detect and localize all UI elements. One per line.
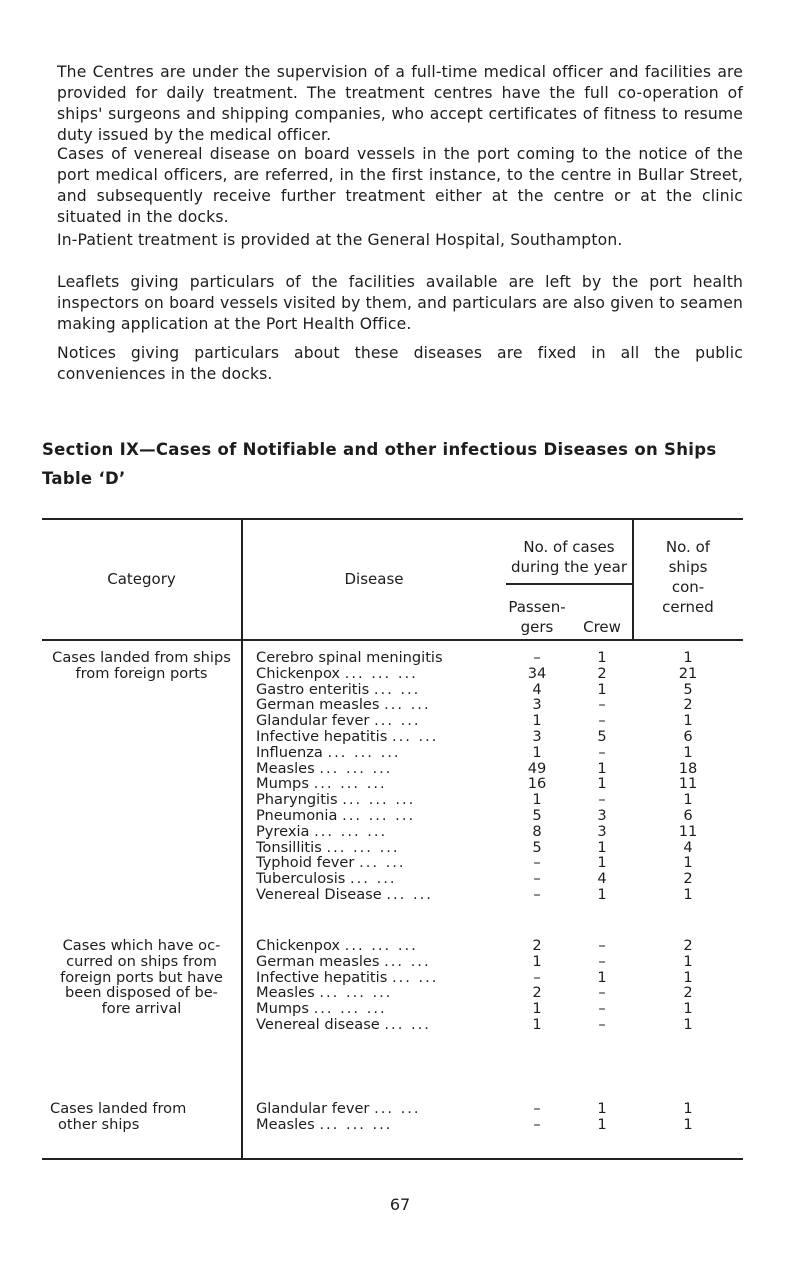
- table-row: Tonsillitis ... ... ...: [256, 839, 400, 856]
- paragraph-1: The Centres are under the supervision of a full-time medical officer and facilities are provided for daily treatment. The treatment centres have the full co-operation of ships' surgeons and shipping companies, who accept certificates of fitness to resume duty issued by the medical officer.: [57, 63, 743, 144]
- header-crew: Crew: [583, 618, 621, 636]
- category-landed-foreign: Cases landed from ships from foreign ports: [52, 649, 231, 682]
- cases-subheader-rule: [506, 583, 632, 585]
- table-row: Cerebro spinal meningitis: [256, 650, 443, 666]
- crew-col-group-2: – – 1 – – –: [597, 937, 607, 1033]
- table-row: German measles ... ...: [256, 953, 431, 970]
- passengers-col-group-3: – –: [533, 1100, 541, 1133]
- header-cases: No. of cases during the year: [510, 538, 627, 576]
- header-disease: Disease: [344, 570, 404, 588]
- table-row: Mumps ... ... ...: [256, 1001, 387, 1017]
- header-passengers: Passen- gers: [508, 598, 566, 636]
- passengers-col-group-1: – 34 4 3 1 3 1 49 16 1 5 8 5 – – –: [527, 649, 547, 903]
- table-top-rule: [42, 518, 743, 520]
- table-row: Influenza ... ... ...: [256, 744, 401, 761]
- table-row: Venereal disease ... ...: [256, 1016, 431, 1033]
- category-disposed-before-arrival: Cases which have oc- curred on ships from foreign ports but have been disposed of be- fore arrival: [60, 937, 223, 1018]
- table-row: Glandular fever ... ...: [256, 1101, 421, 1117]
- table-row: Measles ... ... ...: [256, 1116, 393, 1133]
- header-ships: No. of ships con- cerned: [662, 538, 714, 616]
- table-row: Venereal Disease ... ...: [256, 886, 433, 903]
- header-category: Category: [107, 570, 176, 588]
- table-row: Measles ... ... ...: [256, 760, 393, 777]
- ships-col-group-1: 1 21 5 2 1 6 1 18 11 1 6 11 4 1 2 1: [678, 649, 698, 903]
- crew-col-group-1: 1 2 1 – – 5 – 1 1 – 3 3 1 1 4 1: [597, 649, 607, 903]
- table-row: Glandular fever ... ...: [256, 713, 421, 729]
- table-row: Pneumonia ... ... ...: [256, 807, 416, 824]
- table-row: Mumps ... ... ...: [256, 776, 387, 793]
- passengers-col-group-2: 2 1 – 2 1 1: [532, 937, 542, 1033]
- category-divider: [241, 518, 243, 1159]
- table-title: Table ‘D’: [42, 469, 126, 488]
- table-row: Gastro enteritis ... ...: [256, 681, 421, 698]
- paragraph-3: In-Patient treatment is provided at the General Hospital, Southampton.: [57, 231, 623, 249]
- disease-list-group-3: [256, 1101, 506, 1133]
- page-number: 67: [389, 1195, 411, 1214]
- table-row: Pyrexia ... ... ...: [256, 823, 388, 840]
- section-title: Section IX—Cases of Notifiable and other infectious Diseases on Ships: [42, 440, 717, 459]
- paragraph-5: Notices giving particulars about these diseases are fixed in all the public conveniences in the docks.: [57, 344, 743, 383]
- category-landed-other-ships: Cases landed from other ships: [50, 1100, 187, 1133]
- header-bottom-rule: [42, 639, 743, 641]
- table-bottom-rule: [42, 1158, 743, 1160]
- table-row: German measles ... ...: [256, 697, 431, 714]
- crew-col-group-3: 1 1: [597, 1100, 607, 1133]
- ships-col-group-3: 1 1: [683, 1100, 693, 1133]
- table-row: Infective hepatitis ... ...: [256, 969, 439, 986]
- paragraph-2: Cases of venereal disease on board vessels in the port coming to the notice of the port medical officers, are referred, in the first instance, to the centre in Bullar Street, and subsequently receive further treatment either at the centre or at the clinic situated in the docks.: [57, 145, 743, 226]
- table-row: Typhoid fever ... ...: [256, 855, 406, 872]
- table-row: Chickenpox ... ... ...: [256, 665, 418, 682]
- disease-list-group-1: [256, 650, 506, 903]
- table-row: Measles ... ... ...: [256, 985, 393, 1002]
- paragraph-4: Leaflets giving particulars of the facilities available are left by the port health inspectors on board vessels visited by them, and particulars are also given to seamen making application at the Port Health Office.: [57, 273, 743, 333]
- table-row: Tuberculosis ... ...: [256, 871, 397, 887]
- disease-list-group-2: [256, 938, 506, 1033]
- ships-col-group-2: 2 1 1 2 1 1: [683, 937, 693, 1033]
- table-row: Infective hepatitis ... ...: [256, 728, 439, 745]
- table-row: Pharyngitis ... ... ...: [256, 792, 416, 808]
- table-row: Chickenpox ... ... ...: [256, 938, 418, 954]
